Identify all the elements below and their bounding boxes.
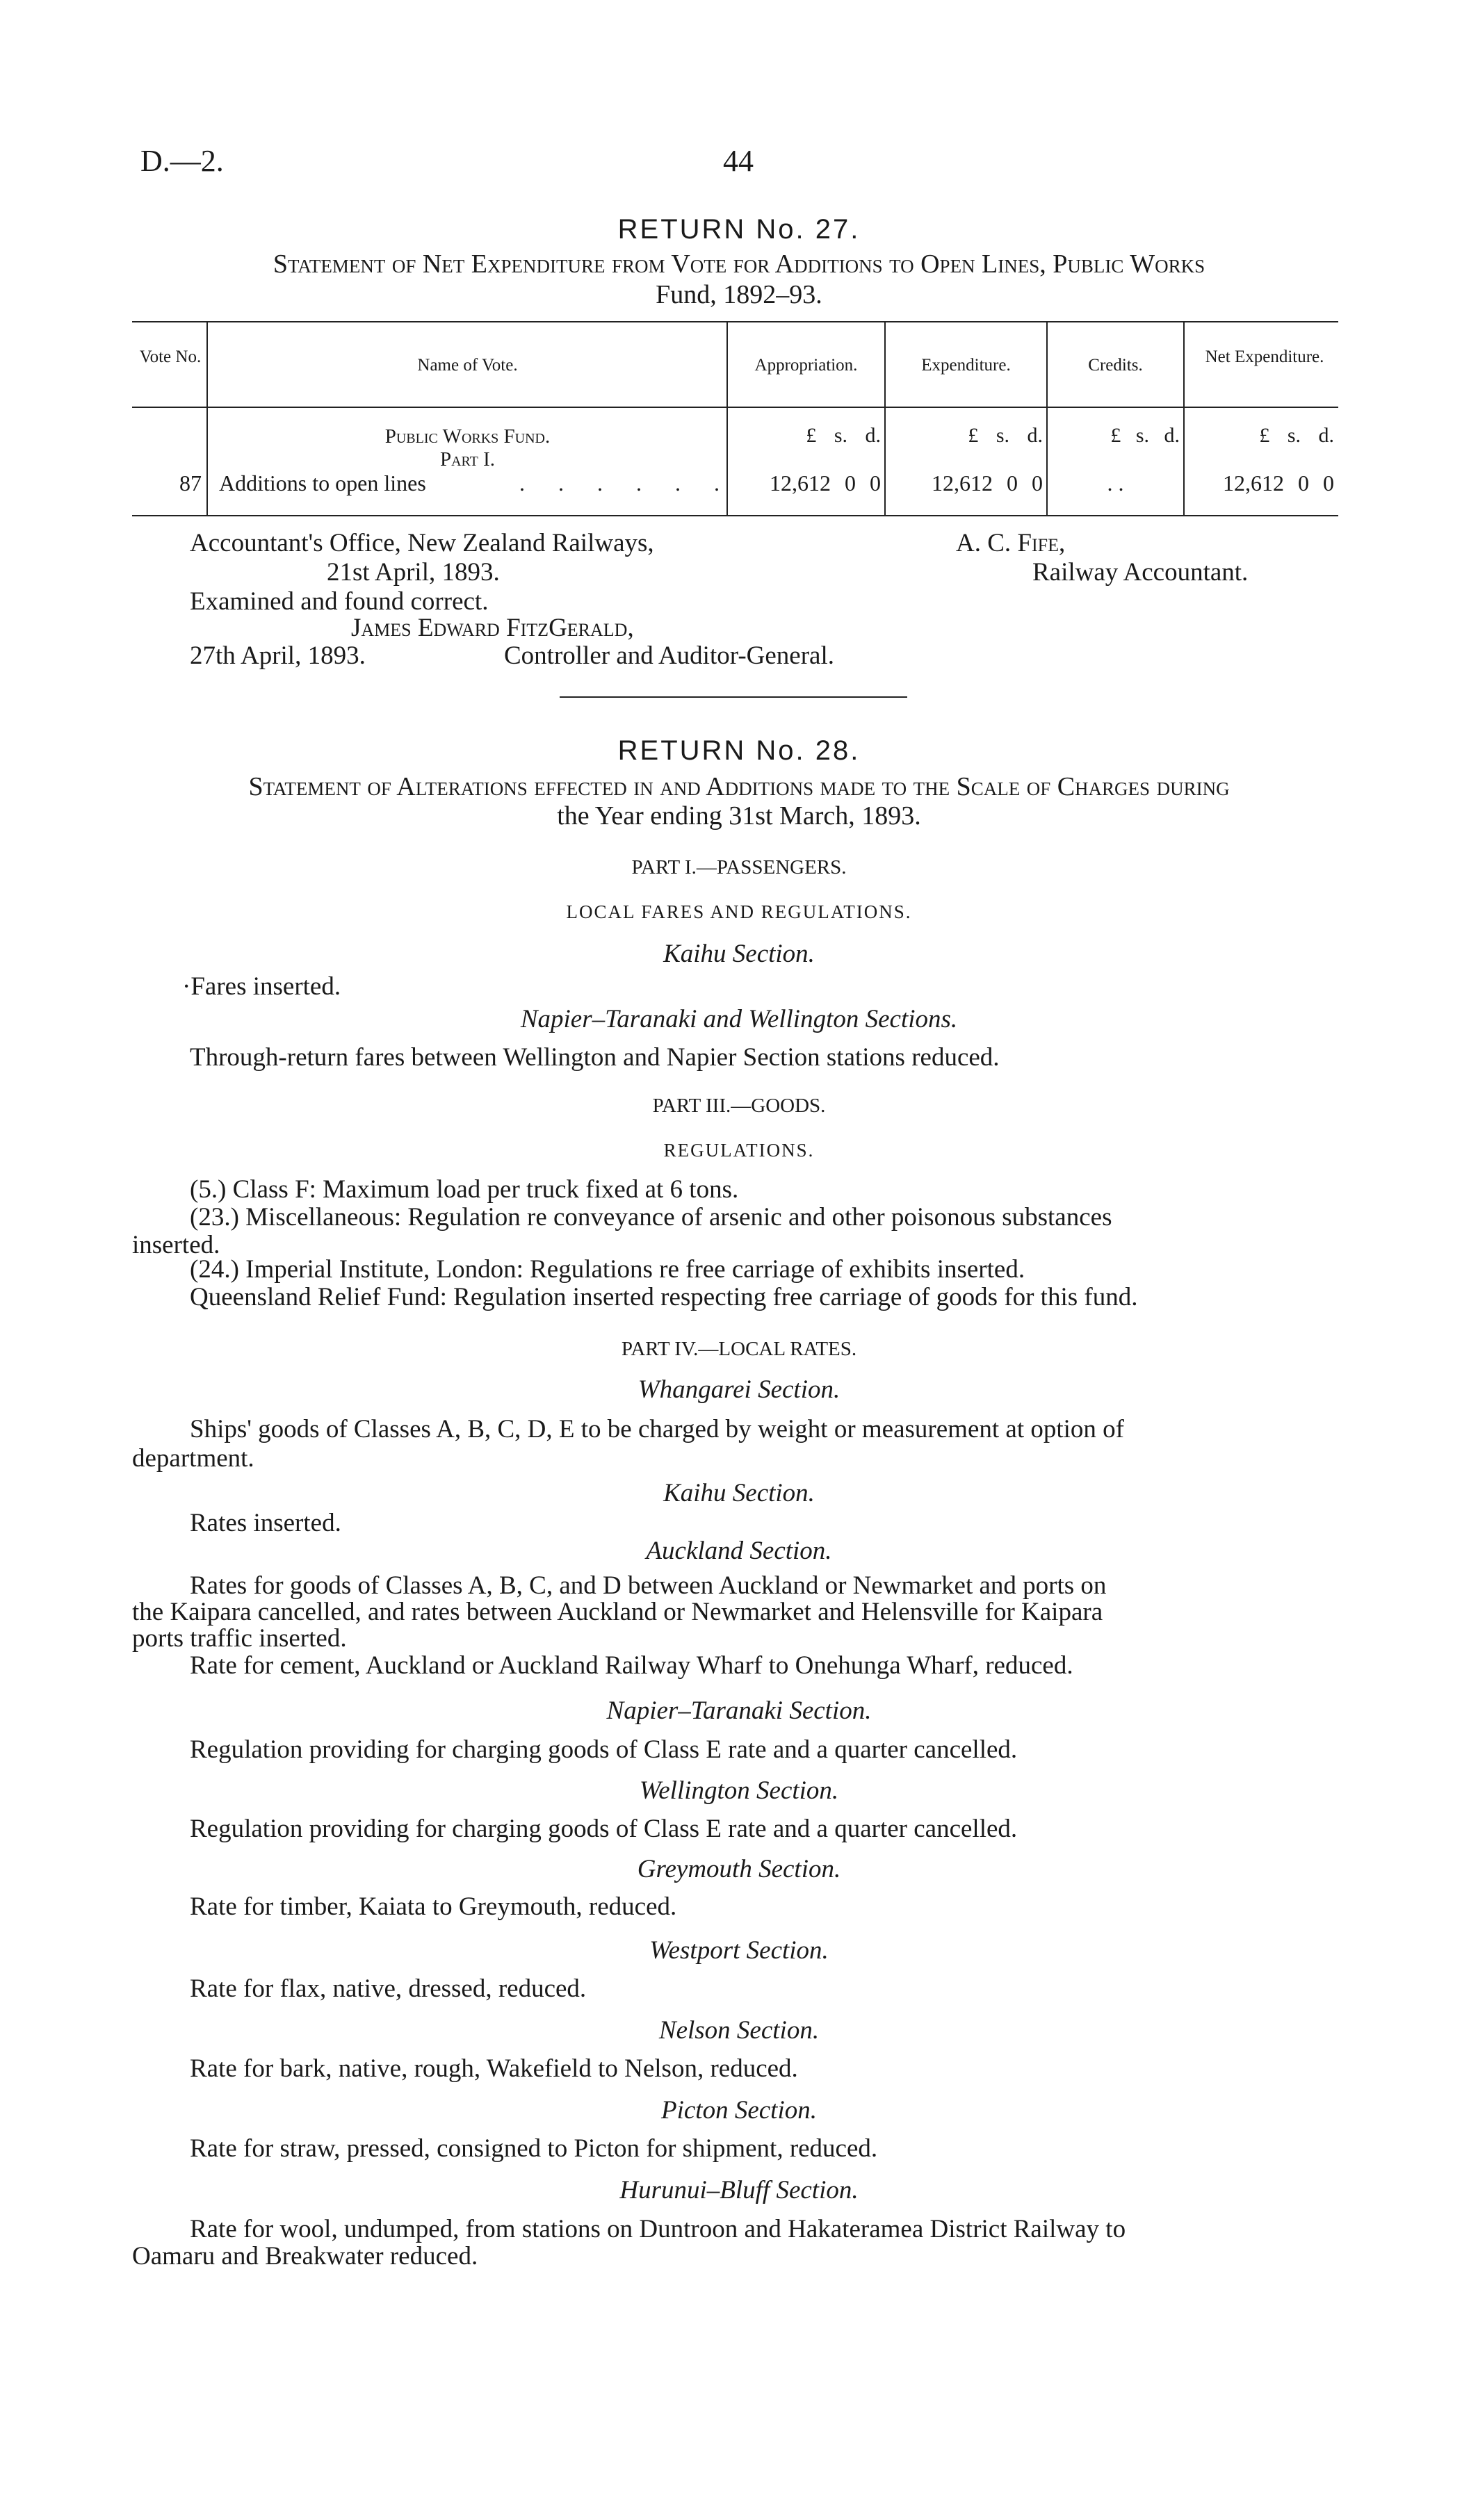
section-divider <box>560 696 907 698</box>
hurunui-text-1: Rate for wool, undumped, from stations on Duntroon and Hakateramea District Railway to <box>190 2215 1126 2243</box>
picton-text: Rate for straw, pressed, consigned to Picton for shipment, reduced. <box>190 2134 878 2163</box>
table-header-rule <box>132 407 1338 408</box>
fares-inserted: ·Fares inserted. <box>182 972 341 1001</box>
header-credits: Credits. <box>1088 356 1143 375</box>
part-heading: Part I. <box>439 448 496 471</box>
nelson-heading: Nelson Section. <box>658 2016 820 2045</box>
header-vote-no: Vote No. <box>139 347 202 366</box>
page-id: D.—2. <box>140 144 224 178</box>
office-line: Accountant's Office, New Zealand Railways, <box>190 529 654 557</box>
credits-currency: £ s. d. <box>1110 424 1180 447</box>
expenditure-value: 12,612 0 0 <box>932 471 1043 496</box>
napier-wellington-heading: Napier–Taranaki and Wellington Sections. <box>520 1005 958 1033</box>
appropriation-value: 12,612 0 0 <box>770 471 881 496</box>
return-28-statement-line2: the Year ending 31st March, 1893. <box>557 801 921 831</box>
wellington-heading: Wellington Section. <box>639 1776 839 1805</box>
part-1-heading: PART I.—PASSENGERS. <box>631 856 847 878</box>
accountant-title: Railway Accountant. <box>1032 558 1249 587</box>
auckland-text-2: the Kaipara cancelled, and rates between Auckland or Newmarket and Helensville for Kaipara <box>132 1598 1103 1626</box>
appropriation-currency: £ s. d. <box>806 424 881 447</box>
auditor-name: James Edward FitzGerald, <box>351 614 634 642</box>
auckland-text-3: ports traffic inserted. <box>132 1624 347 1653</box>
net-value: 12,612 0 0 <box>1223 471 1334 496</box>
table-bottom-rule <box>132 515 1338 516</box>
auckland-text-1: Rates for goods of Classes A, B, C, and D between Auckland or Newmarket and ports on <box>190 1571 1107 1600</box>
hurunui-text-2: Oamaru and Breakwater reduced. <box>132 2242 478 2271</box>
vote-name: Additions to open lines <box>219 471 426 496</box>
reg-23: (23.) Miscellaneous: Regulation re conveyance of arsenic and other poisonous substances <box>190 1203 1112 1232</box>
date-line-2: 27th April, 1893. <box>190 641 366 670</box>
vote-number: 87 <box>179 471 202 496</box>
napier-text: Regulation providing for charging goods of Class E rate and a quarter cancelled. <box>190 1735 1018 1764</box>
ships-text: Ships' goods of Classes A, B, C, D, E to be charged by weight or measurement at option of <box>190 1415 1124 1443</box>
hurunui-heading: Hurunui–Bluff Section. <box>619 2176 859 2204</box>
napier-heading: Napier–Taranaki Section. <box>606 1696 872 1725</box>
rates-inserted: Rates inserted. <box>190 1509 341 1537</box>
expenditure-currency: £ s. d. <box>968 424 1043 447</box>
net-currency: £ s. d. <box>1259 424 1334 447</box>
picton-heading: Picton Section. <box>661 2096 817 2125</box>
accountant-name: A. C. Fife, <box>956 529 1066 557</box>
wellington-text: Regulation providing for charging goods of Class E rate and a quarter cancelled. <box>190 1815 1018 1843</box>
kaihu-section-heading: Kaihu Section. <box>663 940 815 968</box>
return-27-statement-line1: Statement of Net Expenditure from Vote for Additions to Open Lines, Public Works <box>273 249 1205 279</box>
local-fares-heading: LOCAL FARES AND REGULATIONS. <box>566 901 912 922</box>
header-name-of-vote: Name of Vote. <box>417 356 518 375</box>
part-4-heading: PART IV.—LOCAL RATES. <box>621 1338 857 1360</box>
reg-5: (5.) Class F: Maximum load per truck fixed at 6 tons. <box>190 1175 739 1204</box>
header-appropriation: Appropriation. <box>754 356 858 375</box>
return-27-title: RETURN No. 27. <box>617 214 861 245</box>
regulations-heading: REGULATIONS. <box>663 1140 815 1161</box>
ships-text-cont: department. <box>132 1444 254 1473</box>
return-28-title: RETURN No. 28. <box>617 735 861 766</box>
through-return-text: Through-return fares between Wellington and Napier Section stations reduced. <box>190 1043 1000 1072</box>
reg-24: (24.) Imperial Institute, London: Regulations re free carriage of exhibits inserted. <box>190 1255 1025 1284</box>
nelson-text: Rate for bark, native, rough, Wakefield to Nelson, reduced. <box>190 2054 798 2083</box>
auditor-title: Controller and Auditor-General. <box>504 641 834 670</box>
queensland-text: Queensland Relief Fund: Regulation inserted respecting free carriage of goods for this fund. <box>190 1283 1138 1311</box>
greymouth-heading: Greymouth Section. <box>637 1855 841 1883</box>
header-expenditure: Expenditure. <box>921 356 1011 375</box>
whangarei-heading: Whangarei Section. <box>638 1375 840 1404</box>
part-3-heading: PART III.—GOODS. <box>652 1095 826 1117</box>
return-28-statement-line1: Statement of Alterations effected in and Additions made to the Scale of Charges during <box>248 772 1230 801</box>
westport-heading: Westport Section. <box>649 1936 829 1965</box>
auckland-heading: Auckland Section. <box>646 1537 832 1565</box>
date-line-1: 21st April, 1893. <box>327 558 500 587</box>
greymouth-text: Rate for timber, Kaiata to Greymouth, reduced. <box>190 1892 677 1921</box>
header-net-expenditure: Net Expenditure. <box>1205 347 1324 366</box>
table-divider <box>206 321 208 515</box>
credits-value: . . <box>1107 471 1124 496</box>
page-number: 44 <box>723 144 754 178</box>
cement-text: Rate for cement, Auckland or Auckland Railway Wharf to Onehunga Wharf, reduced. <box>190 1651 1073 1680</box>
fund-heading: Public Works Fund. <box>384 425 551 448</box>
examined-line: Examined and found correct. <box>190 587 489 616</box>
return-27-statement-line2: Fund, 1892–93. <box>656 280 822 309</box>
reg-23-cont: inserted. <box>132 1231 220 1259</box>
kaihu-section-heading-2: Kaihu Section. <box>663 1479 815 1507</box>
vote-name-leaders: . . . . . . <box>519 471 720 496</box>
table-top-rule <box>132 321 1338 322</box>
westport-text: Rate for flax, native, dressed, reduced. <box>190 1974 587 2003</box>
